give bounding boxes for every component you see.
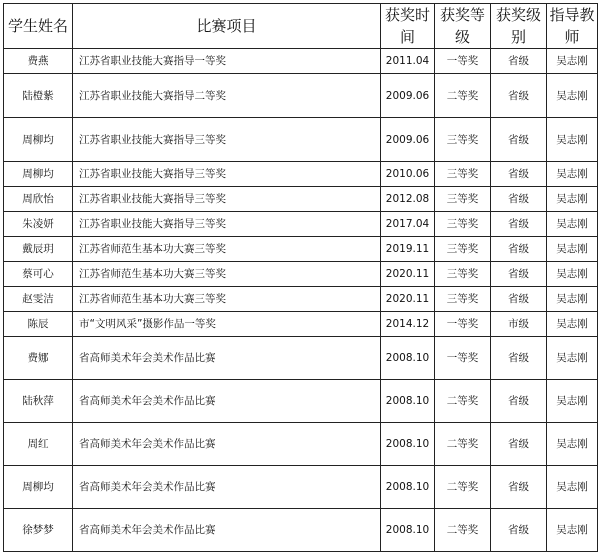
header-project: 比赛项目	[73, 4, 381, 49]
project-cell: 江苏省职业技能大赛指导一等奖	[73, 49, 381, 74]
award-level-cell: 省级	[491, 287, 547, 312]
project-cell: 江苏省职业技能大赛指导三等奖	[73, 118, 381, 162]
table-row	[4, 74, 598, 118]
award-time-cell: 2009.06	[381, 118, 435, 162]
award-level-cell: 省级	[491, 118, 547, 162]
teacher-cell: 吴志刚	[547, 262, 598, 287]
award-level-cell: 省级	[491, 74, 547, 118]
table-row	[4, 162, 598, 187]
award-time-cell: 2009.06	[381, 74, 435, 118]
header-time: 获奖时间	[381, 4, 435, 49]
project-cell: 市“文明风采”摄影作品一等奖	[73, 312, 381, 337]
project-cell: 省高师美术年会美术作品比赛	[73, 466, 381, 509]
award-level-cell: 市级	[491, 312, 547, 337]
award-level-cell: 省级	[491, 337, 547, 380]
award-grade-cell: 三等奖	[435, 237, 491, 262]
award-level-cell: 省级	[491, 466, 547, 509]
project-cell: 省高师美术年会美术作品比赛	[73, 380, 381, 423]
teacher-cell: 吴志刚	[547, 509, 598, 552]
header-row	[4, 4, 598, 49]
teacher-cell: 吴志刚	[547, 118, 598, 162]
award-rows	[4, 49, 598, 552]
award-grade-cell: 二等奖	[435, 423, 491, 466]
award-level-cell: 省级	[491, 380, 547, 423]
award-level-cell: 省级	[491, 162, 547, 187]
award-time-cell: 2020.11	[381, 287, 435, 312]
awards-table	[3, 3, 598, 552]
award-grade-cell: 三等奖	[435, 187, 491, 212]
student-name-cell: 周柳均	[4, 118, 73, 162]
student-name-cell: 周柳均	[4, 466, 73, 509]
award-level-cell: 省级	[491, 423, 547, 466]
table-row	[4, 287, 598, 312]
project-cell: 江苏省职业技能大赛指导三等奖	[73, 162, 381, 187]
award-grade-cell: 二等奖	[435, 466, 491, 509]
student-name-cell: 费燕	[4, 49, 73, 74]
award-grade-cell: 二等奖	[435, 380, 491, 423]
award-grade-cell: 三等奖	[435, 212, 491, 237]
project-cell: 江苏省职业技能大赛指导三等奖	[73, 212, 381, 237]
teacher-cell: 吴志刚	[547, 187, 598, 212]
award-grade-cell: 一等奖	[435, 49, 491, 74]
award-time-cell: 2008.10	[381, 423, 435, 466]
student-name-cell: 周柳均	[4, 162, 73, 187]
award-level-cell: 省级	[491, 509, 547, 552]
teacher-cell: 吴志刚	[547, 49, 598, 74]
award-level-cell: 省级	[491, 49, 547, 74]
table-row	[4, 212, 598, 237]
student-name-cell: 陈辰	[4, 312, 73, 337]
table-row	[4, 262, 598, 287]
table-row	[4, 509, 598, 552]
table-row	[4, 49, 598, 74]
student-name-cell: 周红	[4, 423, 73, 466]
award-time-cell: 2008.10	[381, 380, 435, 423]
award-time-cell: 2014.12	[381, 312, 435, 337]
table-row	[4, 466, 598, 509]
project-cell: 江苏省师范生基本功大赛三等奖	[73, 287, 381, 312]
project-cell: 江苏省职业技能大赛指导三等奖	[73, 187, 381, 212]
award-level-cell: 省级	[491, 187, 547, 212]
award-grade-cell: 三等奖	[435, 162, 491, 187]
award-grade-cell: 二等奖	[435, 509, 491, 552]
award-grade-cell: 一等奖	[435, 337, 491, 380]
award-time-cell: 2020.11	[381, 262, 435, 287]
table-row	[4, 423, 598, 466]
teacher-cell: 吴志刚	[547, 162, 598, 187]
teacher-cell: 吴志刚	[547, 74, 598, 118]
project-cell: 江苏省职业技能大赛指导二等奖	[73, 74, 381, 118]
award-time-cell: 2008.10	[381, 509, 435, 552]
student-name-cell: 蔡可心	[4, 262, 73, 287]
student-name-cell: 陆橙紫	[4, 74, 73, 118]
award-level-cell: 省级	[491, 212, 547, 237]
teacher-cell: 吴志刚	[547, 237, 598, 262]
student-name-cell: 戴辰玥	[4, 237, 73, 262]
table-row	[4, 337, 598, 380]
header-level: 获奖级别	[491, 4, 547, 49]
student-name-cell: 朱凌妍	[4, 212, 73, 237]
award-grade-cell: 一等奖	[435, 312, 491, 337]
award-time-cell: 2008.10	[381, 466, 435, 509]
teacher-cell: 吴志刚	[547, 337, 598, 380]
award-grade-cell: 三等奖	[435, 287, 491, 312]
project-cell: 省高师美术年会美术作品比赛	[73, 423, 381, 466]
table-row	[4, 187, 598, 212]
award-time-cell: 2019.11	[381, 237, 435, 262]
teacher-cell: 吴志刚	[547, 212, 598, 237]
header-student: 学生姓名	[4, 4, 73, 49]
award-time-cell: 2008.10	[381, 337, 435, 380]
header-teacher: 指导教师	[547, 4, 598, 49]
table-row	[4, 237, 598, 262]
project-cell: 省高师美术年会美术作品比赛	[73, 509, 381, 552]
project-cell: 江苏省师范生基本功大赛三等奖	[73, 262, 381, 287]
award-time-cell: 2012.08	[381, 187, 435, 212]
student-name-cell: 赵雯洁	[4, 287, 73, 312]
table-row	[4, 118, 598, 162]
teacher-cell: 吴志刚	[547, 423, 598, 466]
header-grade: 获奖等级	[435, 4, 491, 49]
student-name-cell: 陆秋萍	[4, 380, 73, 423]
award-level-cell: 省级	[491, 262, 547, 287]
award-grade-cell: 三等奖	[435, 118, 491, 162]
project-cell: 江苏省师范生基本功大赛三等奖	[73, 237, 381, 262]
award-grade-cell: 三等奖	[435, 262, 491, 287]
award-level-cell: 省级	[491, 237, 547, 262]
award-grade-cell: 二等奖	[435, 74, 491, 118]
table-row	[4, 312, 598, 337]
student-name-cell: 费娜	[4, 337, 73, 380]
award-time-cell: 2011.04	[381, 49, 435, 74]
table-row	[4, 380, 598, 423]
student-name-cell: 周欣怡	[4, 187, 73, 212]
teacher-cell: 吴志刚	[547, 287, 598, 312]
teacher-cell: 吴志刚	[547, 380, 598, 423]
award-time-cell: 2010.06	[381, 162, 435, 187]
teacher-cell: 吴志刚	[547, 466, 598, 509]
student-name-cell: 徐梦梦	[4, 509, 73, 552]
teacher-cell: 吴志刚	[547, 312, 598, 337]
project-cell: 省高师美术年会美术作品比赛	[73, 337, 381, 380]
award-time-cell: 2017.04	[381, 212, 435, 237]
